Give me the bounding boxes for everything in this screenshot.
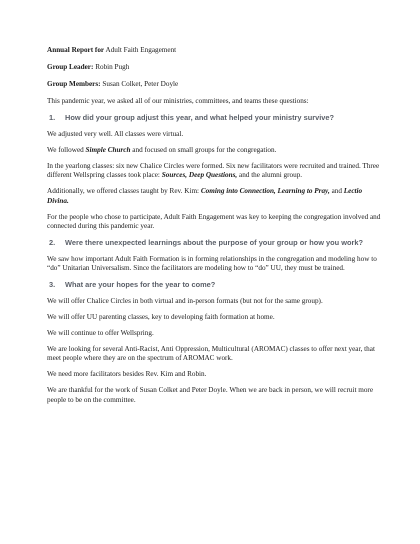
answer-paragraph: [47, 146, 382, 156]
leader-label: Group Leader:: [47, 63, 94, 72]
answer-paragraph: We adjusted very well. All classes were virtual.: [47, 129, 184, 138]
answer-emphasis: Coming into Connection, Learning to Pray,: [200, 187, 330, 196]
answer-paragraph: [47, 187, 382, 206]
question-text: Were there unexpected learnings about the purpose of your group or how you work?: [65, 238, 363, 248]
answer-emphasis: Sources, Deep Questions,: [161, 171, 238, 180]
answer-emphasis: Simple Church: [85, 145, 131, 154]
answer-emphasis: Lectio Divina.: [47, 187, 363, 205]
answer-paragraph: We need more facilitators besides Rev. Kim and Robin.: [47, 370, 207, 379]
report-page: [47, 46, 382, 412]
question-3: [47, 280, 382, 290]
answer-paragraph: We will continue to offer Wellspring.: [47, 328, 154, 337]
report-value: Adult Faith Engagement: [105, 46, 177, 54]
group-members: [47, 80, 382, 90]
answer-paragraph: [47, 162, 382, 181]
members-label: Group Members:: [47, 80, 101, 89]
answer-paragraph: For the people who chose to participate, Adult Faith Engagement was key to keeping the congregation involved and connected during this pandemic year.: [47, 212, 381, 231]
question-number: 1.: [49, 113, 56, 123]
intro-paragraph: This pandemic year, we asked all of our ministries, committees, and teams these questions:: [47, 97, 309, 106]
answer-text: In the yearlong classes: six new Chalice Circles were formed. Six new facilitators were recruited and trained. Three different Wellspring classes took place:: [47, 161, 380, 180]
answer-paragraph: We will offer Chalice Circles in both virtual and in-person formats (but not for the same group).: [47, 296, 323, 305]
answer-paragraph: We are looking for several Anti-Racist, Anti Oppression, Multicultural (AROMAC) classes to offer next year, that meet people where they are on the spectrum of AROMAC work.: [47, 344, 375, 363]
answer-paragraph: We will offer UU parenting classes, key to developing faith formation at home.: [47, 312, 275, 321]
answer-paragraph: We saw how important Adult Faith Formation is in forming relationships in the congregation and modeling how to “do” Unitarian Universalism. Since the facilitators are modeling how to “do” UU, they must be trained.: [47, 254, 377, 273]
question-number: 2.: [49, 238, 56, 248]
question-2: [47, 238, 382, 248]
question-text: What are your hopes for the year to come?: [65, 280, 216, 290]
group-leader: [47, 63, 382, 73]
answer-paragraph: We are thankful for the work of Susan Colket and Peter Doyle. When we are back in person, we will recruit more people to be on the committee.: [47, 386, 374, 404]
answer-text: and the alumni group.: [239, 171, 303, 180]
answer-text: We followed: [47, 145, 84, 154]
answer-text: and: [331, 187, 342, 196]
report-title: [47, 46, 382, 56]
members-value: Susan Colket, Peter Doyle: [102, 80, 179, 89]
leader-value: Robin Pugh: [95, 63, 130, 72]
report-label: Annual Report for: [47, 46, 105, 54]
question-number: 3.: [49, 280, 56, 290]
answer-text: Additionally, we offered classes taught by Rev. Kim:: [47, 187, 200, 196]
question-text: How did your group adjust this year, and what helped your ministry survive?: [65, 113, 334, 123]
question-1: [47, 113, 382, 123]
answer-text: and focused on small groups for the congregation.: [132, 145, 277, 154]
